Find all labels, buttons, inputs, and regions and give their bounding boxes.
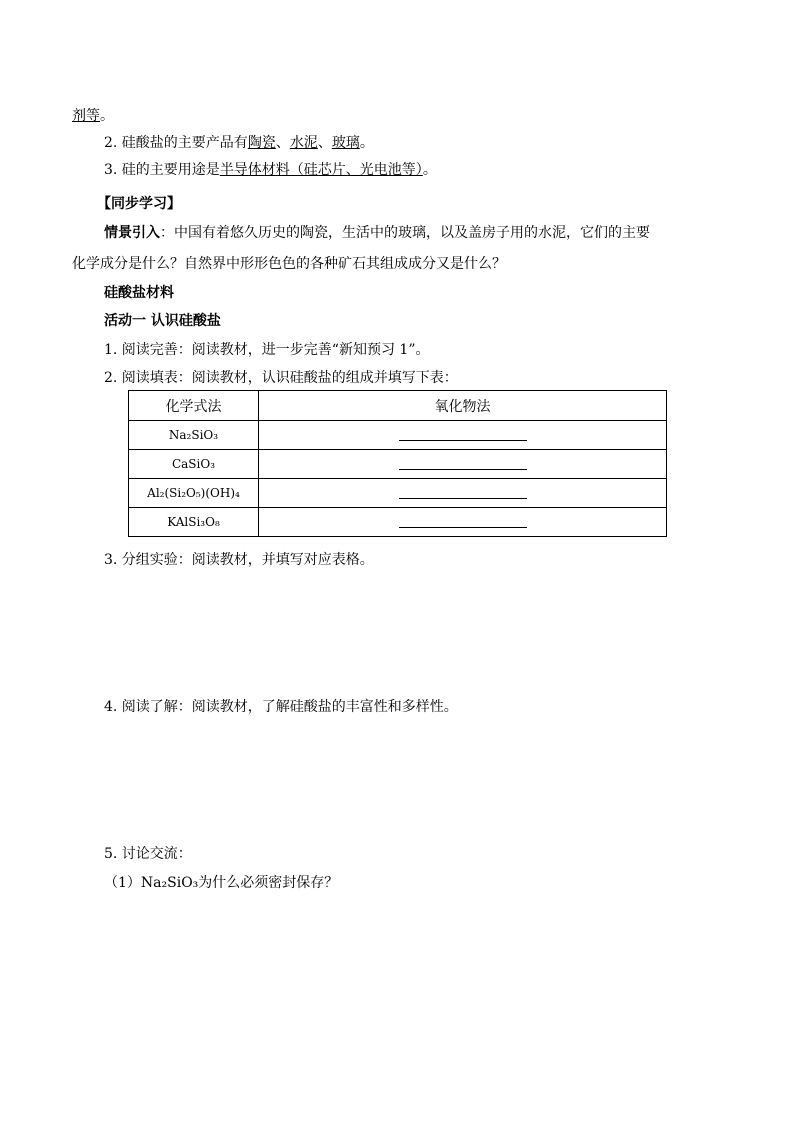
header-formula: 化学式法 — [129, 391, 259, 421]
section-title: 硅酸盐材料 — [104, 285, 174, 301]
table-header-row — [129, 391, 667, 421]
silicate-table — [128, 390, 667, 537]
item-2: 2. 阅读填表：阅读教材，认识硅酸盐的组成并填写下表： — [104, 370, 458, 386]
q1-formula: Na₂SiO₃ — [140, 875, 199, 891]
item-4: 4. 阅读了解：阅读教材，了解硅酸盐的丰富性和多样性。 — [104, 699, 458, 715]
question-text: 为什么必须密封保存？ — [198, 875, 339, 891]
silicate-products-line — [104, 133, 374, 153]
punctuation: 。 — [100, 108, 114, 124]
activity-title: 活动一 认识硅酸盐 — [104, 313, 221, 329]
answer-glass: 玻璃 — [331, 135, 360, 151]
line-prefix: 2. 硅酸盐的主要产品有 — [104, 135, 248, 151]
answer-cell[interactable] — [259, 421, 667, 450]
line-prefix: 3. 硅的主要用途是 — [104, 162, 220, 178]
punctuation: 。 — [422, 162, 437, 178]
item-3: 3. 分组实验：阅读教材，并填写对应表格。 — [104, 552, 374, 568]
separator: 、 — [317, 135, 332, 151]
answer-blank[interactable] — [399, 455, 527, 470]
answer-blank[interactable] — [399, 484, 527, 499]
item-1: 1. 阅读完善：阅读教材，进一步完善“新知预习 1”。 — [104, 342, 430, 358]
formula-cell: CaSiO₃ — [129, 450, 259, 479]
formula-cell: KAlSi₃O₈ — [129, 508, 259, 537]
table-row — [129, 508, 667, 537]
question-number: （1） — [104, 875, 141, 891]
answer-semiconductor: 半导体材料（硅芯片、光电池等） — [219, 162, 423, 178]
text-line-continuation — [72, 106, 114, 126]
formula-cell: Na₂SiO₃ — [129, 421, 259, 450]
separator: 、 — [275, 135, 290, 151]
table-row — [129, 479, 667, 508]
header-oxide: 氧化物法 — [259, 391, 667, 421]
sync-learning-heading: 【同步学习】 — [97, 196, 181, 212]
formula-cell: Al₂(Si₂O₅)(OH)₄ — [129, 479, 259, 508]
answer-blank[interactable] — [399, 426, 527, 441]
intro-text: ：中国有着悠久历史的陶瓷，生活中的玻璃，以及盖房子用的水泥，它们的主要 — [160, 225, 650, 241]
intro-label: 情景引入 — [104, 225, 160, 241]
question-1 — [104, 873, 338, 893]
intro-line-2: 化学成分是什么？自然界中形形色色的各种矿石其组成成分又是什么？ — [72, 256, 506, 272]
answer-blank[interactable] — [399, 513, 527, 528]
silicon-uses-line — [104, 160, 437, 180]
answer-cell[interactable] — [259, 508, 667, 537]
table-row — [129, 450, 667, 479]
punctuation: 。 — [359, 135, 374, 151]
answer-cell[interactable] — [259, 450, 667, 479]
intro-line-1 — [104, 223, 650, 243]
answer-cell[interactable] — [259, 479, 667, 508]
underlined-answer: 剂等 — [72, 108, 100, 124]
table-row — [129, 421, 667, 450]
answer-cement: 水泥 — [289, 135, 318, 151]
item-5: 5. 讨论交流： — [104, 846, 192, 862]
answer-ceramics: 陶瓷 — [247, 135, 276, 151]
